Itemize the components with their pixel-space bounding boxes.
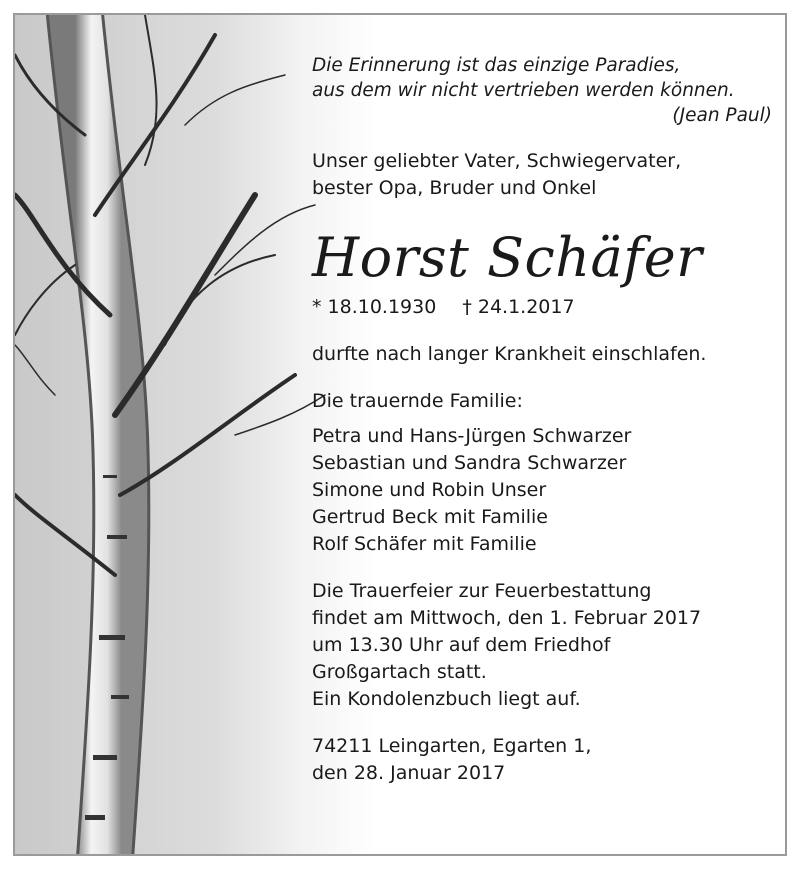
funeral-line-5: Ein Kondolenzbuch liegt auf. (312, 688, 581, 710)
intro-line-2: bester Opa, Bruder und Onkel (312, 177, 597, 199)
funeral-line-3: um 13.30 Uhr auf dem Friedhof (312, 634, 611, 656)
funeral-line-2: findet am Mittwoch, den 1. Februar 2017 (312, 607, 702, 629)
address-line-2: den 28. Januar 2017 (312, 762, 506, 784)
intro-text (312, 148, 772, 202)
deceased-name: Horst Schäfer (312, 226, 703, 289)
motto-line-1: Die Erinnerung ist das einzige Paradies, (312, 55, 681, 76)
motto-line-2: aus dem wir nicht vertrieben werden können. (312, 80, 735, 101)
death-date: † 24.1.2017 (462, 296, 575, 318)
funeral-line-1: Die Trauerfeier zur Feuerbestattung (312, 580, 652, 602)
obituary-text (312, 53, 772, 787)
funeral-line-4: Großgartach statt. (312, 661, 487, 683)
family-member: Simone und Robin Unser (312, 479, 547, 501)
funeral-info (312, 578, 772, 713)
family-member: Petra und Hans-Jürgen Schwarzer (312, 425, 632, 447)
family-heading: Die trauernde Familie: (312, 390, 523, 412)
family-member: Rolf Schäfer mit Familie (312, 533, 537, 555)
passing-text: durfte nach langer Krankheit einschlafen. (312, 343, 707, 365)
motto-author: (Jean Paul) (672, 105, 772, 126)
obituary-frame (13, 13, 787, 856)
birth-date: * 18.10.1930 (312, 296, 437, 318)
intro-line-1: Unser geliebter Vater, Schwiegervater, (312, 150, 682, 172)
family-member: Sebastian und Sandra Schwarzer (312, 452, 627, 474)
motto-quote (312, 53, 772, 128)
address-block (312, 733, 772, 787)
family-section (312, 388, 772, 558)
family-member: Gertrud Beck mit Familie (312, 506, 548, 528)
address-line-1: 74211 Leingarten, Egarten 1, (312, 735, 592, 757)
life-dates (312, 294, 772, 321)
family-members (312, 423, 772, 558)
